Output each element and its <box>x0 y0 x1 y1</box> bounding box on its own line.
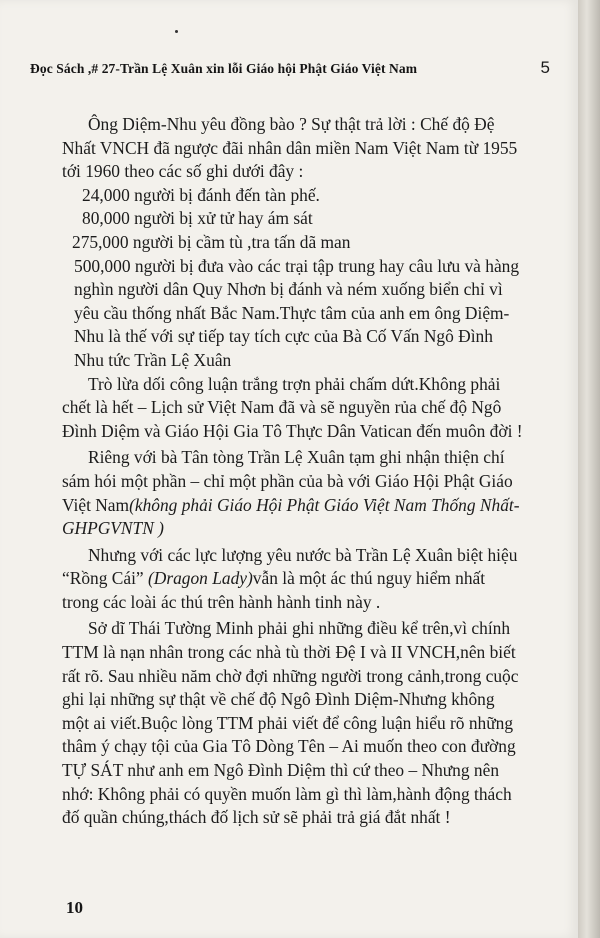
running-header <box>30 58 550 78</box>
ink-speck <box>175 30 178 33</box>
paragraph-4-text-b: vẫn là một ác thú nguy hiểm nhất trong các loài ác thú trên hành hành tinh này . <box>62 568 486 612</box>
paragraph-5: Sở dĩ Thái Tường Minh phải ghi những điều kể trên,vì chính TTM là nạn nhân trong các nhà tù thời Đệ I và II VNCH,nên biết rất rõ. Sau nhiều năm chờ đợi những người trong cảnh,trong cuộc ghi lại những sự thật về chế độ Ngô Đình Diệm-Nhưng không một ai viết.Buộc lòng TTM phải viết để công luận hiểu rõ những thâm ý chạy tội của Gia Tô Dòng Tên – Ai muốn theo con đường TỰ SÁT như anh em Ngô Đình Diệm thì cứ theo – Nhưng nên nhớ: Không phải có quyền muốn làm gì thì làm,hành động thách đố quần chúng,thách đố lịch sử sẽ phải trả giá đắt nhất ! <box>62 618 519 828</box>
stat-line-3: 275,000 người bị cầm tù ,tra tấn dã man <box>72 231 351 252</box>
header-title: Đọc Sách ,# 27-Trần Lệ Xuân xin lỗi Giáo hội Phật Giáo Việt Nam <box>30 61 418 76</box>
paragraph-4-text-a: Nhưng với các lực lượng yêu nước bà Trần Lệ Xuân biệt hiệu “Rồng Cái” <box>62 544 518 589</box>
paragraph-3-text: Riêng với bà Tân tòng Trần Lệ Xuân tạm ghi nhận thiện chí sám hói một phần – chỉ một phần của bà với Giáo Hội Phật Giáo Việt Nam <box>62 447 513 515</box>
paragraph-3-italic: (không phải Giáo Hội Phật Giáo Việt Nam Thống Nhất-GHPGVNTN ) <box>62 494 520 539</box>
stat-line-4: 500,000 người bị đưa vào các trại tập trung hay câu lưu và hàng nghìn người dân Quy Nhơn bị đánh và ném xuống biển chỉ vì yêu cầu thống nhất Bắc Nam.Thực tâm của anh em ông Diệm-Nhu là thế với sự tiếp tay tích cực của Bà Cố Vấn Ngô Đình Nhu tức Trần Lệ Xuân <box>74 255 520 370</box>
footer-page-number: 10 <box>66 898 83 917</box>
body-text <box>62 113 524 830</box>
paragraph-4-italic: (Dragon Lady) <box>147 568 253 589</box>
page-edge <box>578 0 600 938</box>
paragraph-4 <box>62 544 524 615</box>
paragraph-2: Trò lừa dối công luận trắng trợn phải chấm dứt.Không phải chết là hết – Lịch sử Việt Nam đã và sẽ nguyền rủa chế độ Ngô Đình Diệm và Giáo Hội Gia Tô Thực Dân Vatican đến muôn đời ! <box>62 373 523 441</box>
stat-line-2: 80,000 người bị xử tử hay ám sát <box>82 208 313 229</box>
paragraph-intro: Ông Diệm-Nhu yêu đồng bào ? Sự thật trả lời : Chế độ Đệ Nhất VNCH đã ngược đãi nhân dân miền Nam Việt Nam từ 1955 tới 1960 theo các số ghi dưới đây : <box>62 114 518 182</box>
header-page-number: 5 <box>540 58 550 77</box>
paragraph-3 <box>62 446 524 540</box>
stat-line-1: 24,000 người bị đánh đến tàn phế. <box>82 184 320 205</box>
